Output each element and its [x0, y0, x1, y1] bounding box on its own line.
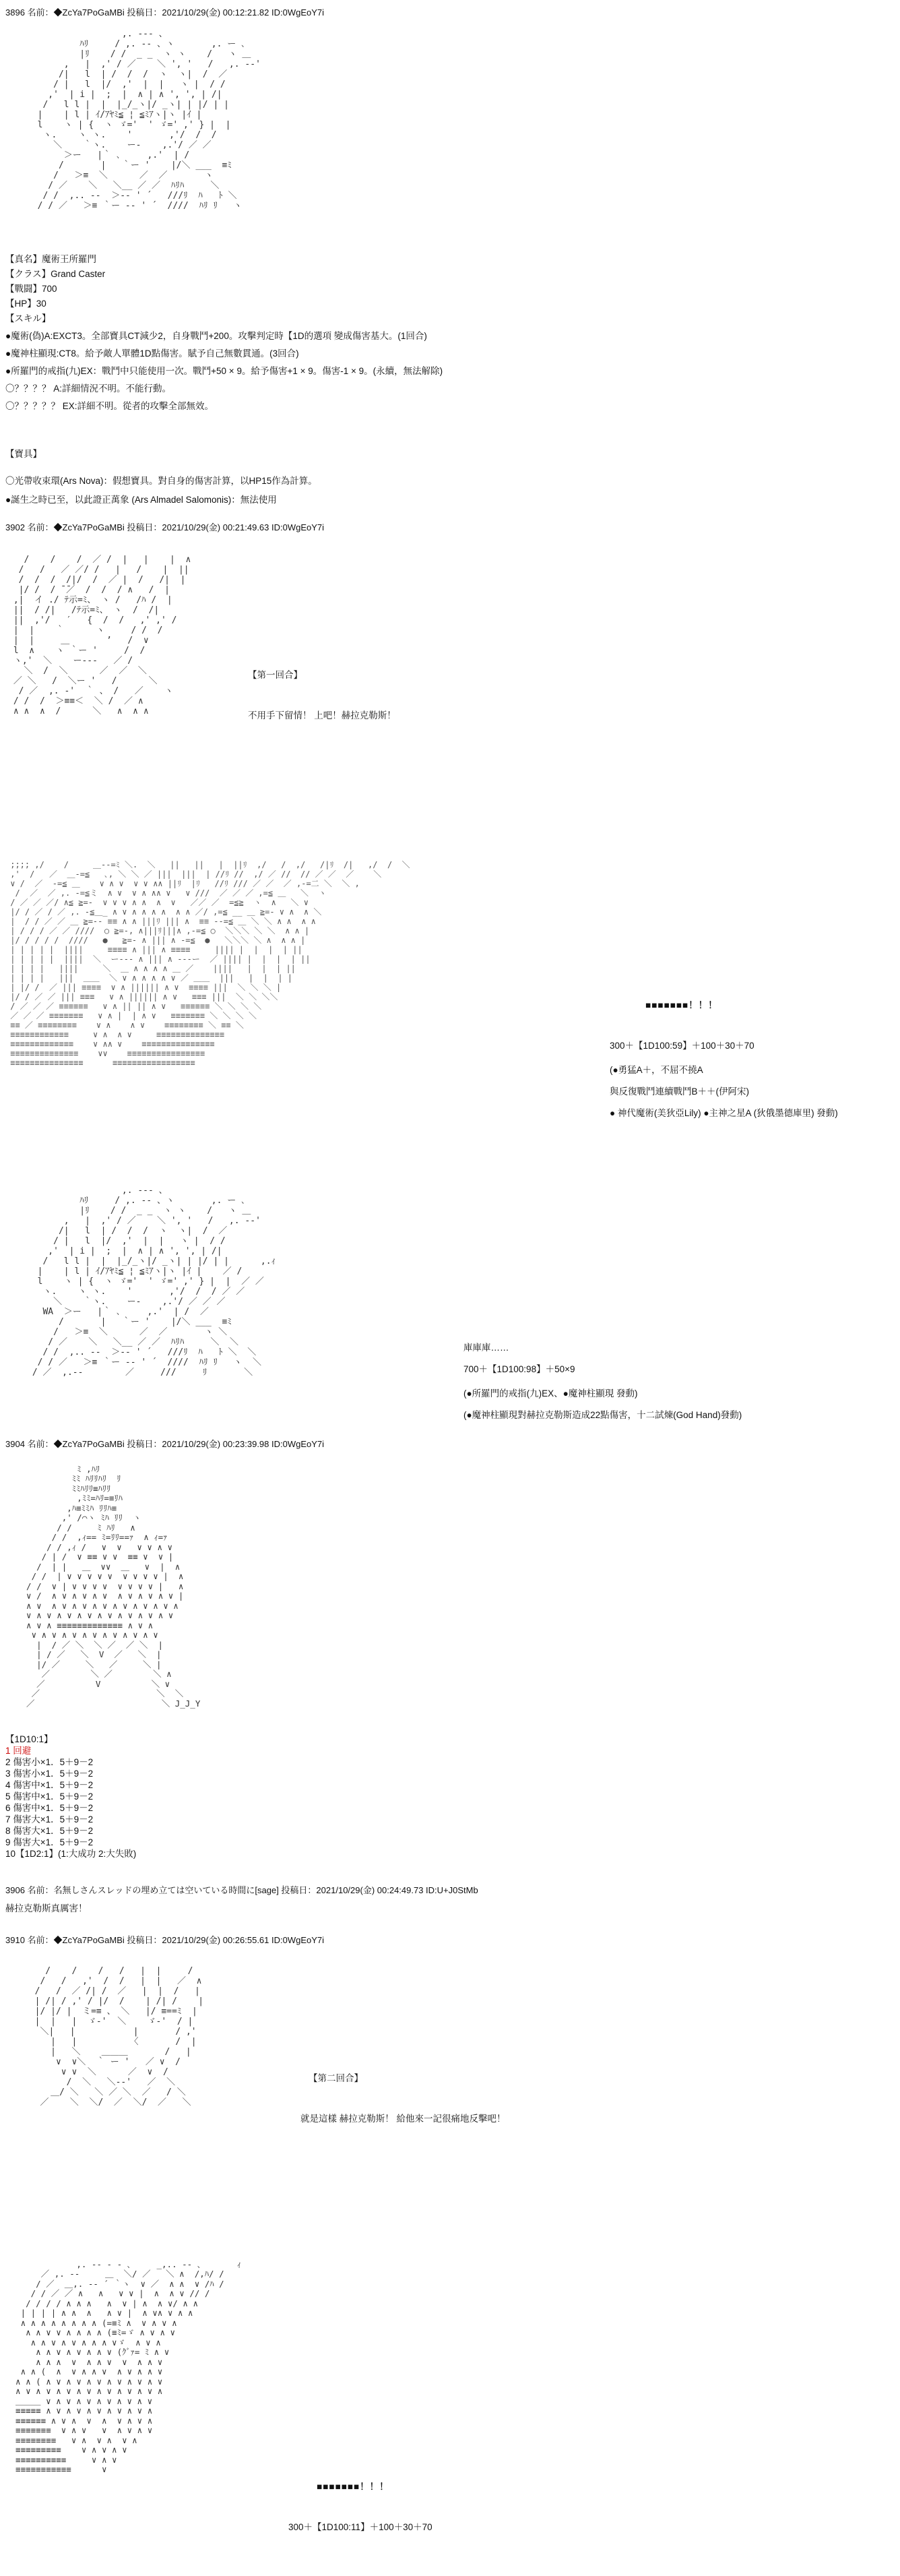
post-header-3906: 3906 名前：名無しさんスレッドの埋め立ては空いている時間に[sage] 投稿日：2021/10/29(金) 00:24:49.73 ID:U+J0StMb [5, 1885, 478, 1895]
post-header-3902: 3902 名前：◆ZcYa7PoGaMBi 投稿日：2021/10/29(金) 00:21:49.63 ID:0WgEoY7i [5, 522, 325, 532]
stat-name: 【真名】魔術王所羅門 [5, 254, 96, 264]
noble-heading: 【寶具】 [5, 449, 42, 459]
solomon-laugh: 庫庫庫…… [463, 1343, 509, 1353]
dice-result-1: 1 回避 [5, 1746, 32, 1756]
skill-item: ●所羅門的戒指(九)EX：戰鬥中只能使用一次。戰鬥+50 × 9。給予傷害+1 × 9。傷害-1 × 9。(永續，無法解除) [5, 366, 443, 376]
ascii-art-jason-2: / / / / | | / / / ,' / / | | ／ ∧ / / ／ /| / ／ | | / | | /| / ,' / |/ / | /| / | |/ |/ | ミ=≡ 、 ＼ |/ ≡==ﾐ | | | | ゞ‐' ＼ ゞ‐' / | ＼| | | / ,' | | 〈 / | | ＼ ＿＿＿ / | ∨ ∨＼ ｀ ー ' ／ ∨ / ∨ ∨ ＼ ／ ∨ / / ＼ ＼‐‐' ／ ＼ ＿/ ＼ ＼ ／ ＼ ／ / ＼ ／ ＼ ＼/ ／ ＼/ ／ ＼ [34, 1966, 204, 2108]
roll-detail-line: 與反復戰鬥連續戰鬥B＋＋(伊阿宋) [610, 1086, 749, 1097]
roll-detail-line: (●所羅門的戒指(九)EX、●魔神柱顯現 發動) [463, 1388, 638, 1399]
dice-result-9: 9 傷害大×1．5＋9－2 [5, 1837, 94, 1847]
dice-result-10: 10【1D2:1】(1:大成功 2:大失敗) [5, 1849, 137, 1859]
round-2-heading: 【第二回合】 [309, 2073, 363, 2083]
stat-battle: 【戰闘】700 [5, 284, 57, 294]
skill-item: ●魔術(偽)A:EXCT3。全部寶具CT減少2，自身戰鬥+200。攻擊判定時【1D的選項 變成傷害基大。(1回合) [5, 331, 427, 341]
post-header-3896: 3896 名前：◆ZcYa7PoGaMBi 投稿日：2021/10/29(金) 00:12:21.82 ID:0WgEoY7i [5, 7, 325, 18]
roll-detail-line: (●勇猛A＋，不屈不撓A [610, 1065, 703, 1075]
berserker-roll-calc: 300＋【1D100:59】＋100＋30＋70 [610, 1041, 754, 1051]
post-header-3904: 3904 名前：◆ZcYa7PoGaMBi 投稿日：2021/10/29(金) 00:23:39.98 ID:0WgEoY7i [5, 1439, 325, 1449]
noble-item: 〇光帶收束環(Ars Nova)：假想寶具。對自身的傷害計算，以HP15作為計算。 [5, 476, 317, 486]
dice-result-6: 6 傷害中×1．5＋9－2 [5, 1803, 94, 1813]
ascii-art-berserker-eyes: ;;;; ,/ / ＿--=ﾐ ＼. ＼ || || | ||ﾘ ,/ / ,/ /|ﾘ /| ,/ / ＼ ,' / ／ ＿-=≦ ､, ＼ ＼ ／ ||| ||| | //ﾘ // ,/ ／ // // ／ ／ ／ ＼ ∨ / ／ -=≦ ＿ ∨ ∧ ∨ ∨ ∨ ∧∧ ||ﾘ |ﾘ //ﾘ /// ／ ／ ／ ,-=二 ＼ ＼ , / ／ ／ ,. -=≦ミ ∧ ∨ ∨ ∧ ∧∧ ∨ ∨ /// ／ ／ ／ ,=≦ ＿ ＼ ヽ / ／ ／ ／/ ∧≦ ≧=- ∨ ∨ ∨ ∧ ∧ ∧ ∨ ／／ ／ =≦≧ ヽ ∧ ＼ ∨ |/ / ／ / ／ ,. -≦＿_ ∧ ∨ ∧ ∧ ∧ ∧ ∧ ∧ ／/ ,=≦ __ ＿ ≧=- ∨ ∧ ∧ ＼ | / / ／ ／ ＿ ≧=-- ≡≡ ∧ ∧ |||ﾘ ||| ∧ ≡≡ --=≦ ＿ ＼ ＼ ∧ ∧ ∧ ∧ | / / / ／ ／ //// ○ ≧=-, ∧|||ﾘ|||∧ ,-=≦ ○ ＼＼＼ ＼ ＼ ∧ ∧ | |/ / / / / //// ● ≧=- ∧ ||| ∧ -=≦ ● ＼＼＼ ＼ ∧ ∧ ∧ | | | | | | |||| ≡≡≡≡ ∧ ||| ∧ ≡≡≡≡ |||| | | | | || | | | | | |||| ＼ ー--- ∧ ||| ∧ ---ー ／ |||| | | | | || | | | | |||| ＼ ＿ ∧ ∧ ∧ ∧ ＿ ／ |||| | | | || | | | | ||| ＿＿ ＼ ∨ ∧ ∧ ∧ ∧ ∨ ／ ＿＿ ||| | | | | | |/ / ／ ||| ≡≡≡≡ ∨ ∧ |||||| ∧ ∨ ≡≡≡≡ ||| ＼ ＼ ＼ | |/ / ／ ／ ||| ≡≡≡ ∨ ∧ |||||| ∧ ∨ ≡≡≡ ||| ＼ ＼ ＼＼ / ／ ／ ／ ≡≡≡≡≡≡ ∨ ∧ || || ∧ ∨ ≡≡≡≡≡≡ ＼ ＼ ＼ ＼ ／ ／ ／ ≡≡≡≡≡≡≡ ∨ ∧ | | ∧ ∨ ≡≡≡≡≡≡≡ ＼ ＼ ＼ ＼ ≡≡ ／ ≡≡≡≡≡≡≡≡ ∨ ∧ ∧ ∨ ≡≡≡≡≡≡≡≡ ＼ ≡≡ ＼ ≡≡≡≡≡≡≡≡≡≡≡≡ ∨ ∧ ∧ ∨ ≡≡≡≡≡≡≡≡≡≡≡≡≡≡ ≡≡≡≡≡≡≡≡≡≡≡≡≡ ∨ ∧∧ ∨ ≡≡≡≡≡≡≡≡≡≡≡≡≡≡≡ ≡≡≡≡≡≡≡≡≡≡≡≡≡≡ ∨∨ ≡≡≡≡≡≡≡≡≡≡≡≡≡≡≡≡ ≡≡≡≡≡≡≡≡≡≡≡≡≡≡≡ ≡≡≡≡≡≡≡≡≡≡≡≡≡≡≡≡≡ [10, 860, 410, 1068]
jason-line: 不用手下留情！ 上吧！赫拉克勒斯！ [248, 710, 396, 720]
jason-line-2: 就是這樣 赫拉克勒斯！ 給他來一記很痛地反擊吧！ [300, 2114, 506, 2124]
stat-hp: 【HP】30 [5, 299, 46, 309]
skills-list [5, 328, 443, 415]
stat-skills-heading: 【スキル】 [5, 313, 51, 324]
solomon-roll-calc: 700＋【1D100:98】＋50×9 [463, 1364, 575, 1374]
dice-result-2: 2 傷害小×1．5＋9－2 [5, 1757, 94, 1767]
dice-result-5: 5 傷害中×1．5＋9－2 [5, 1791, 94, 1802]
ascii-art-heracles: ﾐ ,ﾊﾘ ﾐﾐ ﾊﾘﾘﾊﾘ ﾘ ﾐﾐﾊﾘﾘ≡ﾊﾘﾘ ,ﾐﾐ=ﾊﾘ=≡ﾘﾊ ,ﾊ≡ﾐﾐﾊ ﾘﾘﾊ≡ ,' /⌒ヽ ﾐﾊ ﾘﾘ ヽ / / ﾐ ﾊﾘ ∧ / / ,ｨ== ﾐ=ﾘﾘ==ｧ ∧ ｨ=ｧ / / ,ｨ / ∨ ∨ ∨ ∨ ∧ ∨ / | / ∨ ≡≡ ∨ ∨ ≡≡ ∨ ∨ | / | | ＿ ∨∨ ＿ ∨ | ∧ / / | ∨ ∨ ∨ ∨ ∨ ∨ ∨ ∨ ∨ | ∧ / / ∨ | ∨ ∨ ∨ ∨ ∨ ∨ ∨ ∨ | ∧ ∨ / ∧ ∨ ∧ ∨ ∧ ∨ ∧ ∨ ∧ ∨ ∧ ∨ | ∧ ∨ ∧ ∨ ∧ ∨ ∧ ∨ ∧ ∨ ∧ ∨ ∧ ∨ ∧ ∨ ∧ ∨ ∧ ∨ ∧ ∨ ∧ ∨ ∧ ∨ ∧ ∨ ∧ ∨ ∧ ∨ ∧ ≡≡≡≡≡≡≡≡≡≡≡≡≡ ∧ ∨ ∧ ∨ ∧ ∨ ∧ ∨ ∧ ∨ ∧ ∨ ∧ ∨ ∧ ∨ | / ／ ＼ ＼ ／ ／ ＼ | | / ／ ＼ V ／ ＼ | |/ ／ ＼ ／ ＼ | ／ ＼ ／ ＼ ∧ ／ V ＼ ∨ ／ ＼ ＼ ／ ＼ J_J_Y [26, 1463, 201, 1709]
roll-detail-line: ● 神代魔術(美狄亞Lily) ●主神之星A (狄俄墨德庫里) 發動) [610, 1108, 838, 1118]
ascii-art-solomon: ,. -‐- 、 ﾊﾘ / ,. -‐ 、ヽ ,. ー ､ |ﾘ / / _ _ ヽ ヽ / ヽ ＿ , | ,' / ／ ＼ ', ' / ,. -‐' /| l | / / / ヽ ヽ| / ／ / | l |/ ,' | | ヽ | / / ,' | i | ; | ∧ | ∧ ', ', | /| / l l | | |_/_ヽ|/ _ヽ| | |/ | | | | l | ｲ/ｱﾔﾐ≦ ¦ ≦ﾐｱヽ|ヽ |ｲ | l ヽ | { ヽ ゞ=' ' ゞ=' ,' } | | ヽ. ヽ ヽ. ' ,'/ / / ＼ ｀ヽ. ー‐ ,.'/ ／ ／ ＞ー |｀ ､ ,.' | / / | ｀ー ' |/＼ ___ ≡ﾐ / ＞≡ ＼ ／ ／ ヽ / ／ ＼ ＼__ ／ ／ ﾊﾘﾊ ＼ / / ,.. -‐ ＞-‐ ' ´ ///ﾘ ﾊ ﾄ ＼ / / ／ ＞≡ ｀ー -- ' ´ //// ﾊﾘ ﾘ ヽ [37, 29, 261, 211]
noble-item: ●誕生之時已至，以此證正萬象 (Ars Almadel Salomonis)：無法使用 [5, 495, 277, 505]
post-3906-text: 赫拉克勒斯真厲害！ [5, 1903, 88, 1913]
dice-table [5, 1734, 136, 1860]
noble-phantasm-block [5, 445, 317, 510]
solomon-roll-details [463, 1383, 742, 1426]
dice-result-3: 3 傷害小×1．5＋9－2 [5, 1769, 94, 1779]
dice-result-7: 7 傷害大×1．5＋9－2 [5, 1814, 94, 1824]
berserker-roll-calc-2: 300＋【1D100:11】＋100＋30＋70 [288, 2522, 432, 2532]
ascii-art-heracles-2: ,. -‐ ‐ - ､ _,.. -‐ ､ ｨ ／ ,. -‐ ＿ ＼/ ／ ＼ ∧ /,ﾊ/ / / ／ ＿,. -‐ ´ ｀ヽ ∨ ／ ∧ ∧ ∨ /ﾊ / / / ／ ／ ∧ ∧ ∨ ∨ | ∧ ∧ ∨ // / / / / / ∧ ∧ ∧ ∧ ∨ | ∧ ∧ ∨/ ∧ ∧ | | | | ∧ ∧ ∧ ∧ ∨ | ∧ ∨∧ ∨ ∧ ∧ ∧ ∧ ∧ ∧ ∧ ∧ ∧ ∧ (=≡ﾐ ∧ ∨ ∧ ∨ ∧ ∧ ∧ ∨ ∨ ∧ ∧ ∧ ∧ (≡ﾐ=ゞ ∧ ∨ ∧ ∨ ∧ ∧ ∨ ∧ ∨ ∧ ∧ ∧ ∨ゞ ∧ ∨ ∧ ∧ ∧ ∨ ∧ ∨ ∧ ∧ ∨ (ｸﾞｧ= ﾐ ∧ ∨ ∧ ∧ ∧ ∨ ∧ ∧ ∨ ∨ ∧ ∧ ∨ ∧ ∧ ( ∧ ∨ ∧ ∧ ∨ ∧ ∨ ∧ ∧ ∨ ∧ ∧ ( ∧ ∨ ∧ ∨ ∧ ∨ ∧ ∨ ∧ ∨ ∧ ∨ ∧ ∨ ∧ ∨ ∧ ∨ ∧ ∨ ∧ ∨ ∧ ∨ ∧ ∨ ∧ ＿＿＿ ∨ ∧ ∨ ∧ ∨ ∧ ∨ ∧ ∨ ∧ ∨ ≡≡≡≡≡ ∧ ∨ ∧ ∨ ∧ ∨ ∧ ∨ ∧ ∨ ∧ ≡≡≡≡≡≡ ∧ ∨ ∧ ∨ ∧ ∨ ∧ ∨ ∧ ≡≡≡≡≡≡≡ ∨ ∧ ∨ ∨ ∧ ∨ ∧ ∨ ≡≡≡≡≡≡≡≡ ∨ ∧ ∨ ∧ ∨ ∧ ≡≡≡≡≡≡≡≡≡ ∨ ∧ ∨ ∧ ∨ ≡≡≡≡≡≡≡≡≡≡ ∨ ∧ ∨ ≡≡≡≡≡≡≡≡≡≡≡ ∨ [15, 2259, 241, 2474]
ascii-art-solomon-2: ,. -‐- 、 ﾊﾘ / ,. -‐ 、ヽ ,. ー ､ |ﾘ / / _ _ ヽ ヽ / ヽ ＿ , | ,' / ／ ＼ ', ' / ,. -‐' /| l | / / / ヽ ヽ| / ／ / | l |/ ,' | | ヽ | / / ,' | i | ; | ∧ | ∧ ', ', | /| / l l | | |_/_ヽ|/ _ヽ| | |/ | | ,.ｨ | | l | ｲ/ｱﾔﾐ≦ ¦ ≦ﾐｱヽ|ヽ |ｲ | ／ / l ヽ | { ヽ ゞ=' ' ゞ=' ,' } | | ／ ／ ヽ. ヽ ヽ. ' ,'/ / / ／ ／ ＼ ｀ヽ. ー‐ ,.'/ ／ ／ ／ WA ＞ー |｀ ､ ,.' | / ／ / | ｀ー ' |/＼ ___ ≡ﾐ / ＞≡ ＼ ／ ／ ヽ ＼ / ／ ＼ ＼__ ／ ／ ﾊﾘﾊ ＼ ＼ / / ,.. -‐ ＞-‐ ' ´ ///ﾘ ﾊ ﾄ ＼ ＼ / / ／ ＞≡ ｀ー -- ' ´ //// ﾊﾘ ﾘ ヽ ＼ / ／ ,.-‐ ／ /// ﾘ ＼ [32, 1186, 276, 1378]
skill-item: 〇？？？？？ EX:詳細不明。從者的攻擊全部無效。 [5, 401, 214, 411]
skill-item: 〇？？？？ A:詳細情況不明。不能行動。 [5, 384, 172, 394]
skill-item: ●魔神柱顯現:CT8。給予敵人單體1D點傷害。賦予自己無數貫通。(3回合) [5, 348, 299, 359]
dice-result-8: 8 傷害大×1．5＋9－2 [5, 1826, 94, 1836]
round-1-heading: 【第一回合】 [248, 670, 302, 680]
post-header-3910: 3910 名前：◆ZcYa7PoGaMBi 投稿日：2021/10/29(金) 00:26:55.61 ID:0WgEoY7i [5, 1935, 325, 1945]
berserker-roll-details [610, 1060, 838, 1124]
berserker-roar: ■■■■■■■！！！ [645, 1000, 718, 1010]
roll-detail-line: (●魔神柱顯現對赫拉克勒斯造成22點傷害，十二試煉(God Hand)發動) [463, 1410, 742, 1420]
ascii-art-jason: / / / ／ / | | | ∧ / / ／ ／/ / | / | || / / / /|/ / ／ | / /| | |/ / / ̄ ̄／ / / / ∧ / | ,| イ ./ ﾃ示=ﾐ、 ヽ / /ﾊ / | || / /| /ﾃ示=ﾐ、 ヽ / /| || ,'/ ′ { / / ,' ,' / | | ｀ ヽ / / / | | ＿ ’ / ∨ l ∧ ヽ ｀ー ' / / ヽ,' ＼ ー--‐ ／ / ＼ / ＼ ／ ／ ＼ ／ ＼ / ＼ー ' / ＼ / ／ ,. ‐' ｀ 、 / ／ ヽ / / / ＞≡≡＜ ＼ / ／ ∧ ∧ ∧ ∧ / ＼ ∧ ∧ ∧ [13, 555, 191, 716]
stat-block [5, 252, 105, 326]
stat-class: 【クラス】Grand Caster [5, 269, 106, 279]
berserker-roar-2: ■■■■■■■！！！ [317, 2482, 389, 2492]
dice-title: 【1D10:1】 [5, 1734, 53, 1744]
dice-result-4: 4 傷害中×1．5＋9－2 [5, 1780, 94, 1790]
